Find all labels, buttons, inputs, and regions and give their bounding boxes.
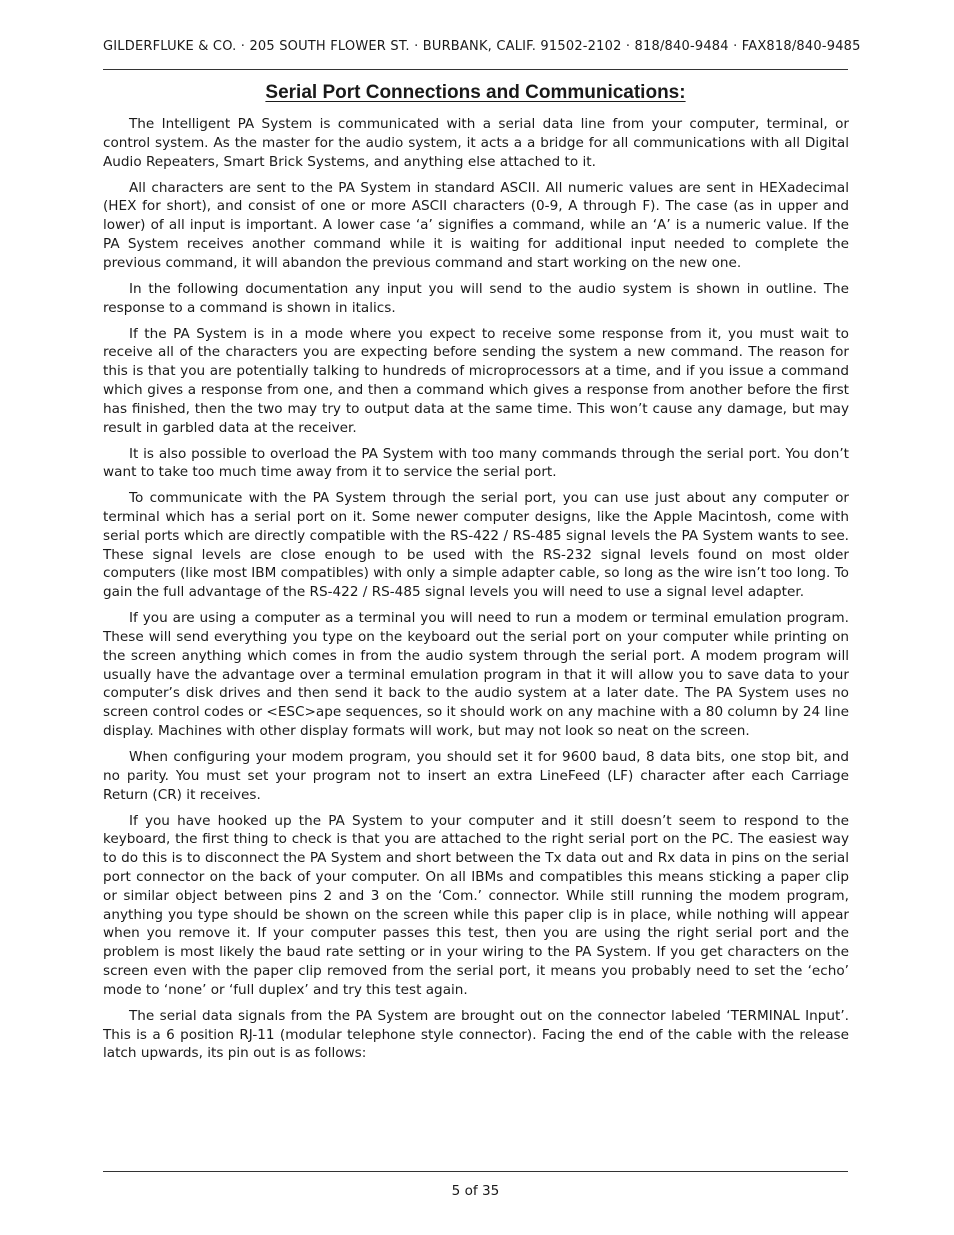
- paragraph: The Intelligent PA System is communicated with a serial data line from your computer, terminal, or control system. As the master for the audio system, it acts a a bridge for all communications with all Digital Audio Repeaters, Smart Brick Systems, and anything else attached to it.: [103, 116, 849, 170]
- paragraph: To communicate with the PA System through the serial port, you can use just about any computer or terminal which has a serial port on it. Some newer computer designs, like the Apple Macintosh, come with serial ports which are directly compatible with the RS-422 / RS-485 signal levels the PA System wants to see. These signal levels are close enough to be used with the RS-232 signal levels found on most older computers (like most IBM compatibles) with only a simple adapter cable, so long as the wire isn’t too long. To gain the full advantage of the RS-422 / RS-485 signal levels you will need to use a signal level adapter.: [103, 490, 849, 601]
- paragraph: It is also possible to overload the PA System with too many commands through the serial port. You don’t want to take too much time away from it to service the serial port.: [103, 445, 849, 481]
- paragraph: All characters are sent to the PA System in standard ASCII. All numeric values are sent in HEXadecimal (HEX for short), and consist of one or more ASCII characters (0-9, A through F). The case (as in upper and lower) of all input is important. A lower case ‘a’ signifies a command, while an ‘A’ is a numeric value. If the PA System receives another command while it is waiting for additional input needed to complete the previous command, it will abandon the previous command and start working on the new one.: [103, 179, 849, 271]
- paragraph: If you have hooked up the PA System to your computer and it still doesn’t seem to respond to the keyboard, the first thing to check is that you are attached to the right serial port on the PC. The easiest way to do this is to disconnect the PA System and short between the Tx data out and Rx data in pins on the serial port connector on the back of your computer. On all IBMs and compatibles this means sticking a paper clip or similar object between pins 2 and 3 on the ‘Com.’ connector. While still running the modem program, anything you type should be shown on the screen while this paper clip is in place, while nothing will appear when you remove it. If your computer passes this test, then you are using the right serial port and the problem is most likely the baud rate setting or in your wiring to the PA System. If you get characters on the screen even with the paper clip removed from the serial port, it means you probably need to set the ‘echo’ mode to ‘none’ or ‘full duplex’ and try this test again.: [103, 812, 849, 998]
- page-header: GILDERFLUKE & CO. · 205 SOUTH FLOWER ST. · BURBANK, CALIF. 91502-2102 · 818/840-9484 · FAX818/840-9485: [103, 39, 861, 54]
- paragraph: If the PA System is in a mode where you expect to receive some response from it, you must wait to receive all of the characters you are expecting before sending the system a new command. The reason for this is that you are potentially talking to hundreds of microprocessors at a time, and if you issue a command which gives a response from one, and then a command which gives a response from another before the first has finished, then the two may try to output data at the same time. This won’t cause any damage, but may result in garbled data at the receiver.: [103, 325, 849, 436]
- section-title: Serial Port Connections and Communications:: [265, 82, 686, 103]
- footer-rule: [103, 1171, 848, 1172]
- page-number: 5 of 35: [451, 1183, 500, 1199]
- paragraph: When configuring your modem program, you should set it for 9600 baud, 8 data bits, one stop bit, and no parity. You must set your program not to insert an extra LineFeed (LF) character after each Carriage Return (CR) it receives.: [103, 749, 849, 803]
- paragraph: The serial data signals from the PA System are brought out on the connector labeled ‘TERMINAL Input’. This is a 6 position RJ-11 (modular telephone style connector). Facing the end of the cable with the release latch upwards, its pin out is as follows:: [103, 1007, 849, 1062]
- paragraph: In the following documentation any input you will send to the audio system is shown in outline. The response to a command is shown in italics.: [103, 280, 849, 316]
- header-rule: [103, 69, 848, 70]
- body-text: [103, 115, 849, 1070]
- paragraph: If you are using a computer as a terminal you will need to run a modem or terminal emulation program. These will send everything you type on the keyboard out the serial port on your computer while printing on the screen anything which comes in from the audio system through the serial port. A modem program will usually have the advantage over a terminal emulation program in that it will allow you to save data to your computer’s disk drives and then send it back to the audio system at a later date. The PA System uses no screen control codes or <ESC>ape sequences, so it should work on any machine with a 80 column by 24 line display. Machines with other display formats will work, but may not look so neat on the screen.: [103, 610, 849, 740]
